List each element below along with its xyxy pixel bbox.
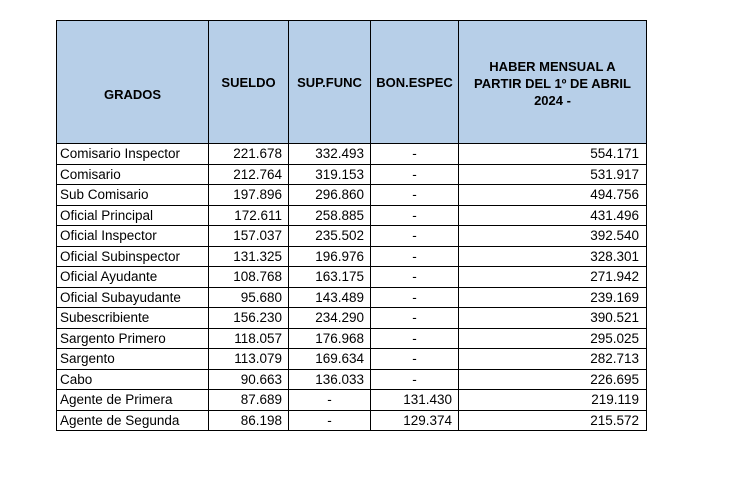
cell-grado: Sargento <box>57 349 209 370</box>
cell-bon-espec: - <box>371 287 459 308</box>
cell-sup-func: 258.885 <box>289 205 371 226</box>
cell-bon-espec: - <box>371 185 459 206</box>
cell-sup-func: 235.502 <box>289 226 371 247</box>
table-row <box>57 267 647 288</box>
header-row <box>57 21 647 144</box>
cell-haber: 392.540 <box>459 226 647 247</box>
header-sueldo: SUELDO <box>209 21 289 144</box>
header-haber-mensual <box>459 21 647 144</box>
cell-sup-func: - <box>289 410 371 431</box>
table-row <box>57 205 647 226</box>
cell-sup-func: 296.860 <box>289 185 371 206</box>
cell-bon-espec: - <box>371 308 459 329</box>
cell-sup-func: 196.976 <box>289 246 371 267</box>
header-haber-line-2: PARTIR DEL 1º DE ABRIL <box>474 76 631 91</box>
cell-sueldo: 95.680 <box>209 287 289 308</box>
cell-haber: 271.942 <box>459 267 647 288</box>
table-row <box>57 185 647 206</box>
cell-haber: 215.572 <box>459 410 647 431</box>
table-row <box>57 328 647 349</box>
table-row <box>57 349 647 370</box>
cell-sueldo: 157.037 <box>209 226 289 247</box>
salary-table-container <box>56 20 647 431</box>
table-row <box>57 410 647 431</box>
table-row <box>57 308 647 329</box>
cell-haber: 239.169 <box>459 287 647 308</box>
cell-grado: Subescribiente <box>57 308 209 329</box>
table-row <box>57 287 647 308</box>
cell-bon-espec: - <box>371 144 459 165</box>
header-sup-func: SUP.FUNC <box>289 21 371 144</box>
cell-sueldo: 131.325 <box>209 246 289 267</box>
cell-sup-func: 136.033 <box>289 369 371 390</box>
cell-bon-espec: - <box>371 349 459 370</box>
table-body <box>57 144 647 431</box>
cell-bon-espec: - <box>371 246 459 267</box>
cell-haber: 554.171 <box>459 144 647 165</box>
cell-sueldo: 90.663 <box>209 369 289 390</box>
table-row <box>57 246 647 267</box>
table-row <box>57 164 647 185</box>
header-bon-espec: BON.ESPEC <box>371 21 459 144</box>
cell-grado: Sargento Primero <box>57 328 209 349</box>
cell-haber: 494.756 <box>459 185 647 206</box>
cell-grado: Cabo <box>57 369 209 390</box>
cell-sup-func: - <box>289 390 371 411</box>
cell-sueldo: 221.678 <box>209 144 289 165</box>
cell-sueldo: 118.057 <box>209 328 289 349</box>
cell-sup-func: 332.493 <box>289 144 371 165</box>
cell-grado: Oficial Ayudante <box>57 267 209 288</box>
cell-sueldo: 156.230 <box>209 308 289 329</box>
cell-haber: 219.119 <box>459 390 647 411</box>
cell-bon-espec: 131.430 <box>371 390 459 411</box>
cell-haber: 328.301 <box>459 246 647 267</box>
cell-grado: Oficial Inspector <box>57 226 209 247</box>
header-haber-line-1: HABER MENSUAL A <box>489 59 616 74</box>
cell-bon-espec: 129.374 <box>371 410 459 431</box>
cell-sup-func: 319.153 <box>289 164 371 185</box>
header-grados: GRADOS <box>57 21 209 144</box>
cell-haber: 431.496 <box>459 205 647 226</box>
header-haber-line-3: 2024 - <box>534 93 571 108</box>
cell-bon-espec: - <box>371 369 459 390</box>
cell-haber: 531.917 <box>459 164 647 185</box>
cell-sup-func: 143.489 <box>289 287 371 308</box>
cell-haber: 295.025 <box>459 328 647 349</box>
cell-grado: Oficial Subayudante <box>57 287 209 308</box>
cell-grado: Agente de Segunda <box>57 410 209 431</box>
cell-grado: Oficial Principal <box>57 205 209 226</box>
cell-sup-func: 163.175 <box>289 267 371 288</box>
cell-sueldo: 212.764 <box>209 164 289 185</box>
table-row <box>57 226 647 247</box>
cell-bon-espec: - <box>371 205 459 226</box>
table-row <box>57 390 647 411</box>
table-row <box>57 144 647 165</box>
salary-table <box>56 20 647 431</box>
cell-haber: 390.521 <box>459 308 647 329</box>
cell-sup-func: 234.290 <box>289 308 371 329</box>
cell-haber: 226.695 <box>459 369 647 390</box>
cell-sup-func: 176.968 <box>289 328 371 349</box>
cell-haber: 282.713 <box>459 349 647 370</box>
cell-grado: Sub Comisario <box>57 185 209 206</box>
cell-grado: Agente de Primera <box>57 390 209 411</box>
cell-sueldo: 197.896 <box>209 185 289 206</box>
cell-sueldo: 86.198 <box>209 410 289 431</box>
cell-sueldo: 172.611 <box>209 205 289 226</box>
table-row <box>57 369 647 390</box>
cell-grado: Comisario Inspector <box>57 144 209 165</box>
cell-grado: Oficial Subinspector <box>57 246 209 267</box>
cell-grado: Comisario <box>57 164 209 185</box>
cell-bon-espec: - <box>371 267 459 288</box>
cell-bon-espec: - <box>371 164 459 185</box>
cell-sueldo: 87.689 <box>209 390 289 411</box>
cell-bon-espec: - <box>371 328 459 349</box>
cell-sueldo: 108.768 <box>209 267 289 288</box>
cell-bon-espec: - <box>371 226 459 247</box>
cell-sueldo: 113.079 <box>209 349 289 370</box>
cell-sup-func: 169.634 <box>289 349 371 370</box>
